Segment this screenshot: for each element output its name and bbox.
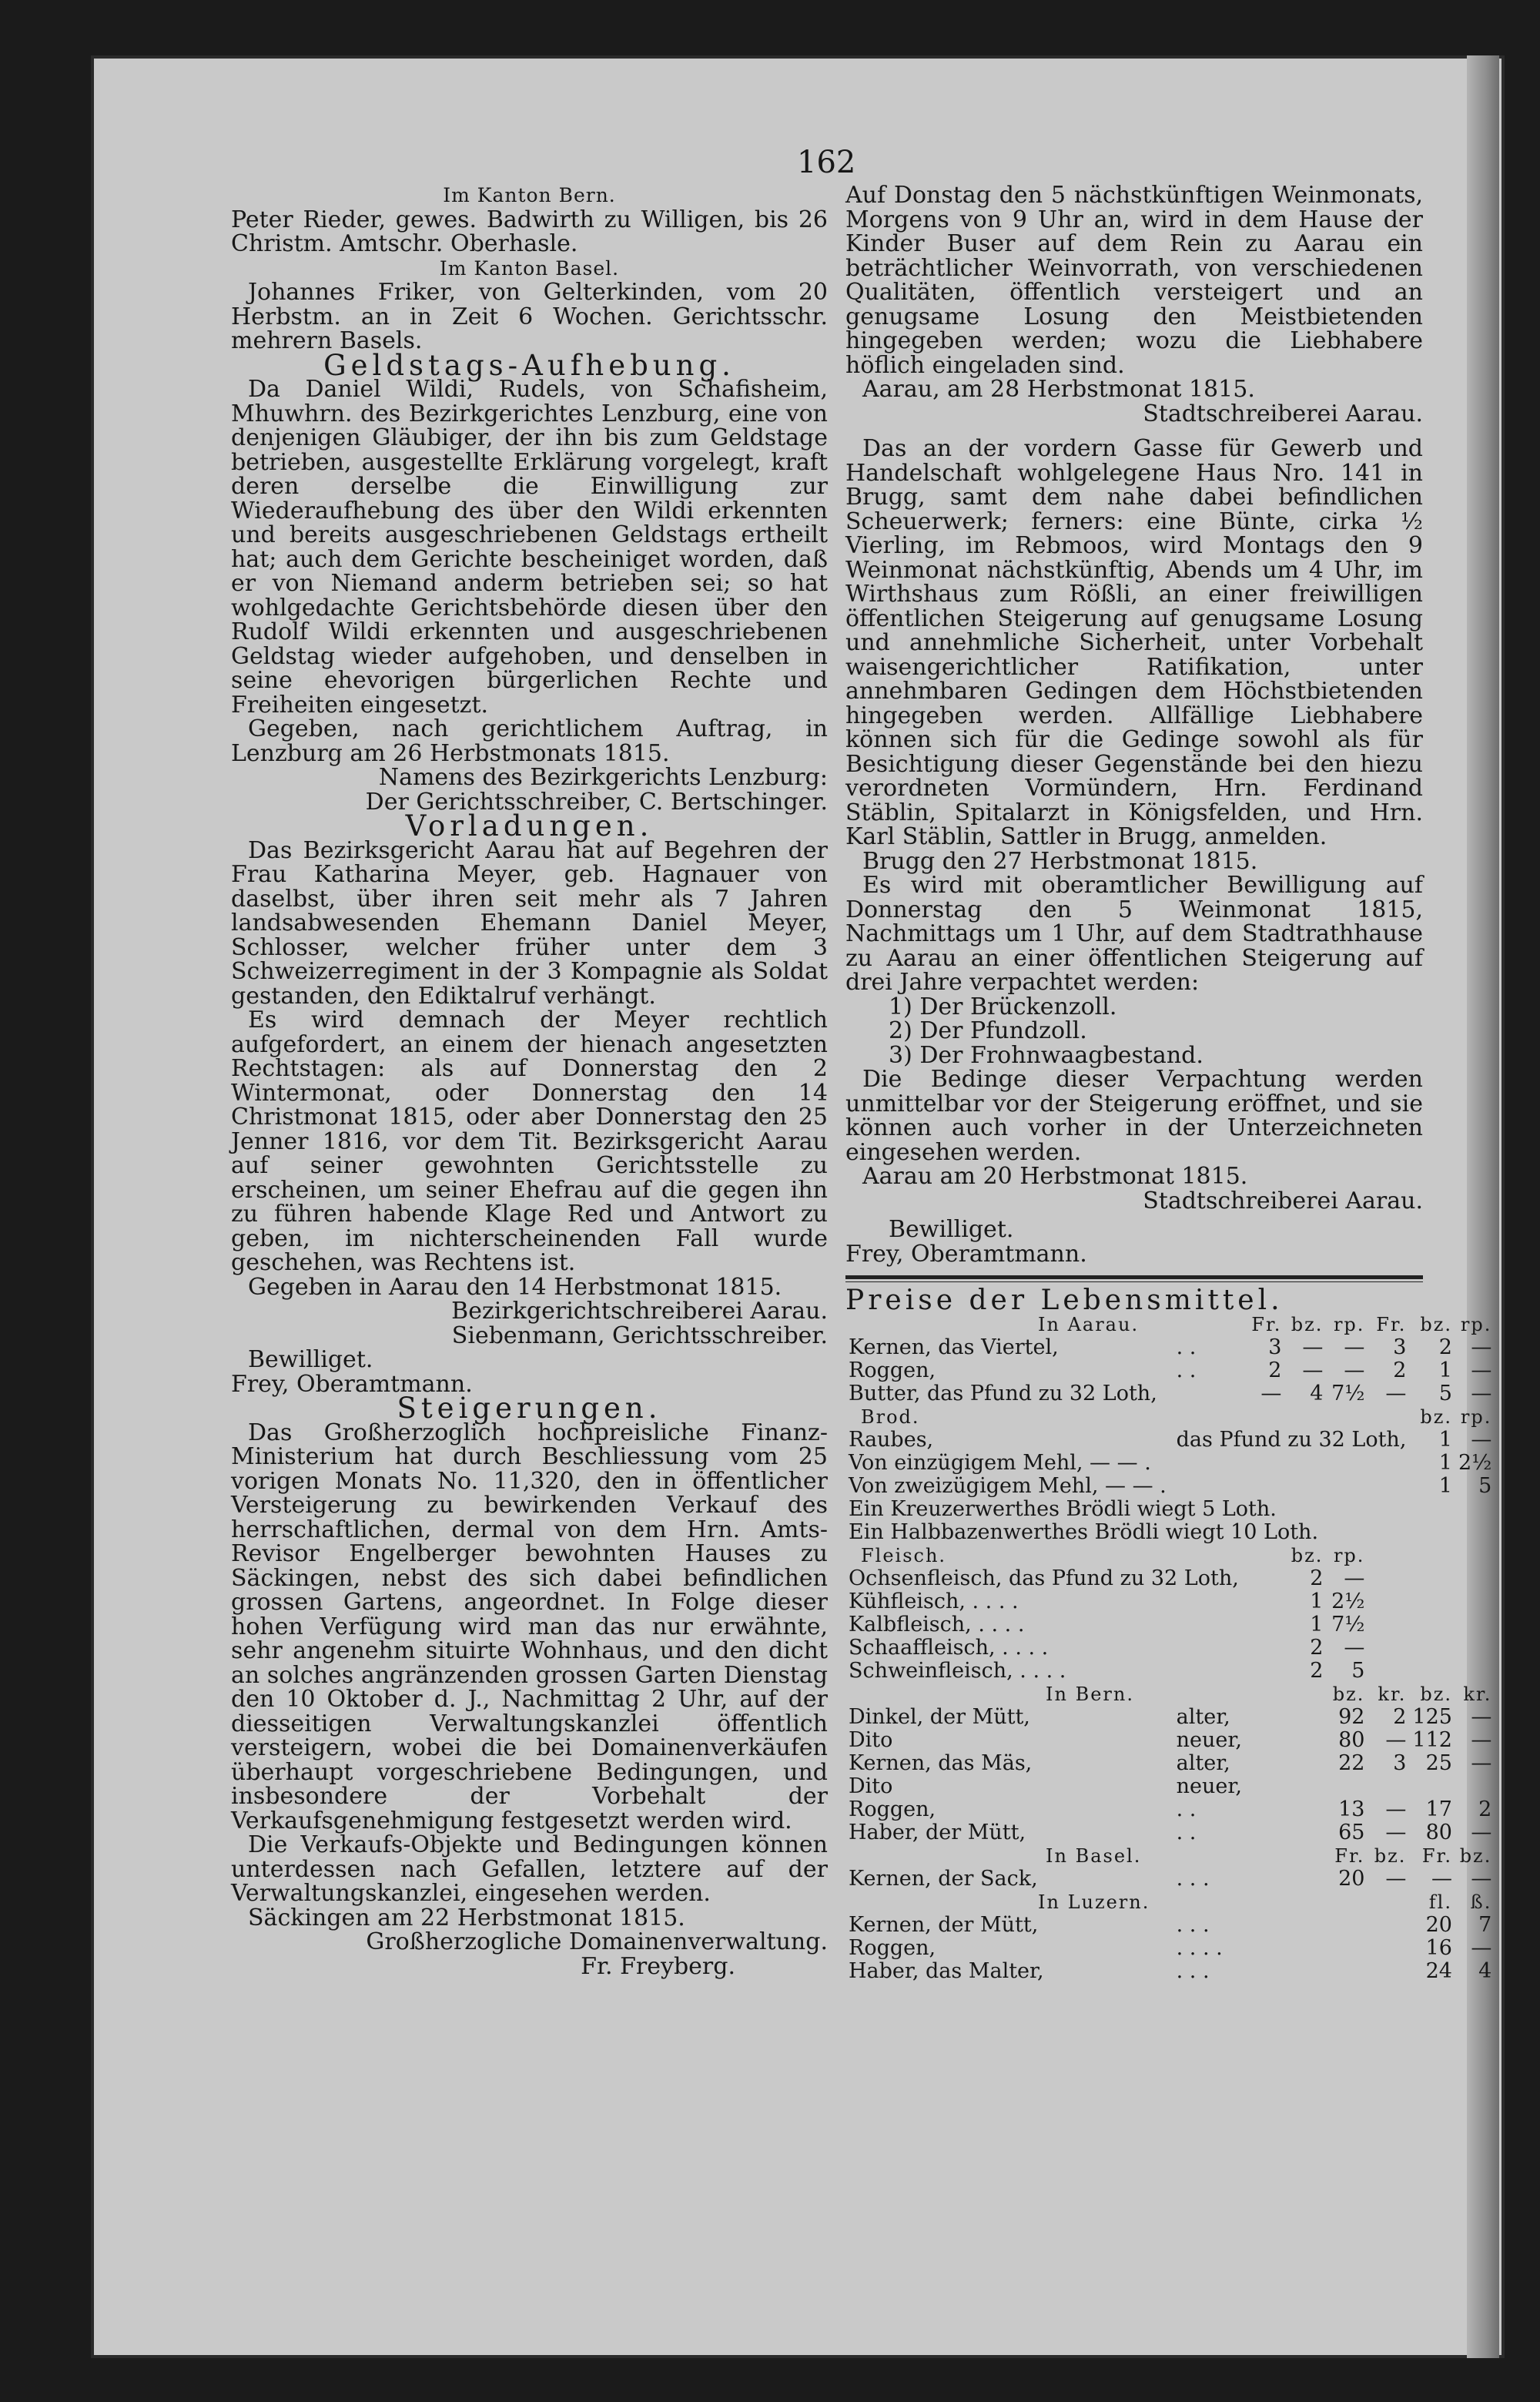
steigerungen-given: Säckingen am 22 Herbstmonat 1815. bbox=[248, 1904, 685, 1931]
vorladungen-heading: Vorladungen. bbox=[405, 809, 654, 843]
geldstag-sign-2: Der Gerichtsschreiber, C. Bertschinger. bbox=[365, 788, 828, 816]
wine-auction-text: Auf Donstag den 5 nächstkünftigen Weinmonats, Morgens von 9 Uhr an, wird in dem Hause der Kinder Buser auf dem Rein zu Aarau ein beträchtlicher Weinvorrath, von verschiedenen Qualitäten, öffentlich versteigert und an genugsame Losung den Meistbietenden hingegeben werden; wozu die Liebhabere höflich eingeladen sind. bbox=[845, 182, 1423, 379]
page-number: 162 bbox=[797, 145, 856, 180]
bern-entry: Peter Rieder, gewes. Badwirth zu Willigen, bis 26 Christm. Amtschr. Oberhasle. bbox=[231, 206, 828, 257]
lease-sign: Stadtschreiberei Aarau. bbox=[1143, 1187, 1423, 1214]
house-auction-text: Das an der vordern Gasse für Gewerb und Handelschaft wohlgelegene Haus Nro. 141 in Brugg, samt dem nahe dabei befindlichen Scheuerwerk; ferners: eine Bünte, cirka ½ Vierling, im Rebmoos, wird Montags den 9 Weinmonat nächstkünftig, Abends um 4 Uhr, im Wirthshaus zum Rößli, an einer freiwilligen öffentlichen Steigerung auf genugsame Losung und annehmliche Sicherheit, unter Vorbehalt waisengerichtlicher Ratifikation, unter annehmbaren Gedingen dem Höchstbietenden hingegeben werden. Allfällige Liebhabere können sich für die Gedinge sowohl als für Besichtigung dieser Gegenstände bei den hiezu verordneten Vormündern, Hrn. Ferdinand Stäblin, Spitalarzt in Königsfelden, und Hrn. Karl Stäblin, Sattler in Brugg, anmelden. bbox=[845, 435, 1423, 850]
geldstag-given: Gegeben, nach gerichtlichem Auftrag, in Lenzburg am 26 Herbstmonats 1815. bbox=[231, 715, 828, 767]
table-row: Roggen, . . . . 16 — bbox=[849, 1935, 1492, 1960]
oberamtmann-right: Frey, Oberamtmann. bbox=[845, 1240, 1087, 1268]
wine-auction-date: Aarau, am 28 Herbstmonat 1815. bbox=[862, 376, 1255, 403]
canton-basel-heading: Im Kanton Basel. bbox=[439, 256, 620, 280]
bewilliget-left: Bewilliget. bbox=[248, 1346, 373, 1373]
table-header-row: In Aarau. Fr. bz. rp. Fr. bz. rp. bbox=[1038, 1313, 1492, 1335]
table-row: Raubes, das Pfund zu 32 Loth, 1 — bbox=[849, 1427, 1492, 1452]
section-rule bbox=[845, 1275, 1423, 1282]
table-header-row: Brod. bz. rp. bbox=[861, 1405, 1492, 1428]
table-row: Haber, der Mütt, . . 65 — 80 — bbox=[849, 1820, 1492, 1844]
table-row: Butter, das Pfund zu 32 Loth, — 4 7½ — 5 — bbox=[849, 1381, 1492, 1405]
table-row: Dito neuer, bbox=[849, 1774, 1242, 1798]
vorladungen-sign-2: Siebenmann, Gerichtsschreiber. bbox=[451, 1322, 828, 1349]
table-row: Dinkel, der Mütt, alter, 92 2 125 — bbox=[849, 1704, 1492, 1729]
prices-table bbox=[845, 1313, 1495, 1983]
wine-auction-sign: Stadtschreiberei Aarau. bbox=[1143, 400, 1423, 427]
table-row: Von einzügigem Mehl, — — . 1 2½ bbox=[849, 1450, 1492, 1475]
geldstag-heading: Geldstags-Aufhebung. bbox=[323, 348, 735, 382]
table-row: Roggen, . . 2 — — 2 1 — bbox=[849, 1358, 1492, 1382]
table-row: Roggen, . . 13 — 17 2 bbox=[849, 1797, 1492, 1821]
prices-heading: Preise der Lebensmittel. bbox=[845, 1285, 1284, 1316]
vorladungen-sign-1: Bezirkgerichtschreiberei Aarau. bbox=[451, 1298, 828, 1325]
right-column bbox=[845, 182, 1492, 1983]
geldstag-sign-1: Namens des Bezirkgerichts Lenzburg: bbox=[378, 764, 828, 791]
table-row: Kernen, das Mäs, alter, 22 3 25 — bbox=[849, 1750, 1492, 1775]
lease-item-1: 1) Der Brückenzoll. bbox=[889, 993, 1117, 1020]
table-header-row: In Bern. bz. kr. bz. kr. bbox=[1046, 1683, 1492, 1705]
lease-conditions-text: Die Bedinge dieser Verpachtung werden unmittelbar vor der Steigerung eröffnet, und sie können auch vorher in der Unterzeichneten eingesehen werden. bbox=[845, 1066, 1423, 1166]
steigerungen-sign-1: Großherzogliche Domainenverwaltung. bbox=[366, 1928, 828, 1955]
canton-bern-heading: Im Kanton Bern. bbox=[443, 184, 616, 206]
steigerungen-paragraph-1: Das Großherzoglich hochpreisliche Finanz-Ministerium hat durch Beschliessung vom 25 vorigen Monats No. 11,320, den in öffentlicher Versteigerung zu bewirkenden Verkauf des herrschaftlichen, dermal von dem Hrn. Amts-Revisor Engelberger bewohnten Hauses zu Säckingen, nebst des sich dabei befindlichen grossen Gartens, angeordnet. In Folge dieser hohen Verfügung wird man das nur erwähnte, sehr angenehm situirte Wohnhaus, und den dicht an solches angränzenden grossen Garten Dienstag den 10 Oktober d. J., Nachmittag 2 Uhr, auf der diesseitigen Verwaltungskanzlei öffentlich versteigern, wobei die bei Domainenverkäufen überhaupt vorgeschriebene Bedingungen, und insbesondere der Vorbehalt der Verkaufsgenehmigung festgesetzt werden wird. bbox=[231, 1419, 828, 1834]
table-row: Kernen, das Viertel, . . 3 — — 3 2 — bbox=[849, 1335, 1492, 1359]
table-row: Von zweizügigem Mehl, — — . 1 5 bbox=[849, 1473, 1492, 1498]
page-fold-shadow bbox=[1467, 55, 1499, 2358]
table-row: Schweinfleisch, . . . . 2 5 bbox=[849, 1658, 1365, 1683]
table-row: Schaaffleisch, . . . . 2 — bbox=[849, 1635, 1365, 1660]
left-column bbox=[231, 183, 828, 1978]
oberamtmann-left: Frey, Oberamtmann. bbox=[231, 1370, 473, 1398]
lease-item-3: 3) Der Frohnwaagbestand. bbox=[889, 1041, 1204, 1069]
vorladungen-given: Gegeben in Aarau den 14 Herbstmonat 1815. bbox=[248, 1273, 782, 1301]
table-row: Kernen, der Mütt, . . . 20 7 bbox=[849, 1912, 1492, 1937]
table-header-row: Fleisch. bz. rp. bbox=[861, 1544, 1365, 1566]
table-row: Ochsenfleisch, das Pfund zu 32 Loth, 2 — bbox=[849, 1566, 1365, 1590]
table-row: Ein Kreuzerwerthes Brödli wiegt 5 Loth. bbox=[849, 1496, 1277, 1521]
steigerungen-heading: Steigerungen. bbox=[397, 1392, 662, 1425]
table-row: Haber, das Malter, . . . 24 4 bbox=[849, 1958, 1492, 1983]
table-row: Ein Halbbazenwerthes Brödli wiegt 10 Loth. bbox=[849, 1519, 1319, 1544]
lease-item-2: 2) Der Pfundzoll. bbox=[889, 1017, 1087, 1044]
steigerungen-sign-2: Fr. Freyberg. bbox=[581, 1952, 735, 1980]
table-header-row: In Luzern. fl. ß. bbox=[1038, 1891, 1492, 1913]
lease-auction-text: Es wird mit oberamtlicher Bewilligung auf Donnerstag den 5 Weinmonat 1815, Nachmittags um 1 Uhr, auf dem Stadtrathhause zu Aarau an einer öffentlichen Steigerung auf drei Jahre verpachtet werden: bbox=[845, 872, 1423, 996]
bewilliget-right: Bewilliget. bbox=[889, 1216, 1014, 1243]
lease-date: Aarau am 20 Herbstmonat 1815. bbox=[862, 1163, 1248, 1190]
table-row: Dito neuer, 80 — 112 — bbox=[849, 1727, 1492, 1752]
table-row: Kernen, der Sack, . . . 20 — — — bbox=[849, 1866, 1492, 1891]
table-header-row: In Basel. Fr. bz. Fr. bz. bbox=[1046, 1844, 1492, 1867]
steigerungen-paragraph-2: Die Verkaufs-Objekte und Bedingungen können unterdessen nach Gefallen, letztere auf der Verwaltungskanzlei, eingesehen werden. bbox=[231, 1831, 828, 1907]
geldstag-text: Da Daniel Wildi, Rudels, von Schafisheim, Mhuwhrn. des Bezirkgerichtes Lenzburg, eine von denjenigen Gläubiger, der ihn bis zum Geldstage betrieben, ausgestellte Erklärung vorgelegt, kraft deren derselbe die Einwilligung zur Wiederaufhebung des über den Wildi erkennten und bereits ausgeschriebenen Geldstags ertheilt hat; auch dem Gerichte bescheiniget worden, daß er von Niemand anderm betrieben sei; so hat wohlgedachte Gerichtsbehörde diesen über den Rudolf Wildi erkennten und ausgeschriebenen Geldstag wieder aufgehoben, und denselben in seine ehevorigen bürgerlichen Rechte und Freiheiten eingesetzt. bbox=[231, 376, 828, 719]
table-row: Kalbfleisch, . . . . 1 7½ bbox=[849, 1612, 1365, 1637]
basel-entry: Johannes Friker, von Gelterkinden, vom 20 Herbstm. an in Zeit 6 Wochen. Gerichtsschr. mehrern Basels. bbox=[231, 279, 828, 354]
table-row: Kühfleisch, . . . . 1 2½ bbox=[849, 1589, 1365, 1613]
house-auction-date: Brugg den 27 Herbstmonat 1815. bbox=[862, 847, 1258, 875]
vorladungen-paragraph-2: Es wird demnach der Meyer rechtlich aufgefordert, an einem der hienach angesetzten Rechtstagen: als auf Donnerstag den 2 Wintermonat, oder Donnerstag den 14 Christmonat 1815, oder aber Donnerstag den 25 Jenner 1816, vor dem Tit. Bezirksgericht Aarau auf seiner gewohnten Gerichtsstelle zu erscheinen, um seiner Ehefrau auf die gegen ihn zu führen habende Klage Red und Antwort zu geben, im nichterscheinenden Fall wurde geschehen, was Rechtens ist. bbox=[231, 1007, 828, 1276]
vorladungen-paragraph-1: Das Bezirksgericht Aarau hat auf Begehren der Frau Katharina Meyer, geb. Hagnauer von daselbst, über ihren seit mehr als 7 Jahren landsabwesenden Ehemann Daniel Meyer, Schlosser, welcher früher unter dem 3 Schweizerregiment in der 3 Kompagnie als Soldat gestanden, den Ediktalruf verhängt. bbox=[231, 836, 828, 1010]
